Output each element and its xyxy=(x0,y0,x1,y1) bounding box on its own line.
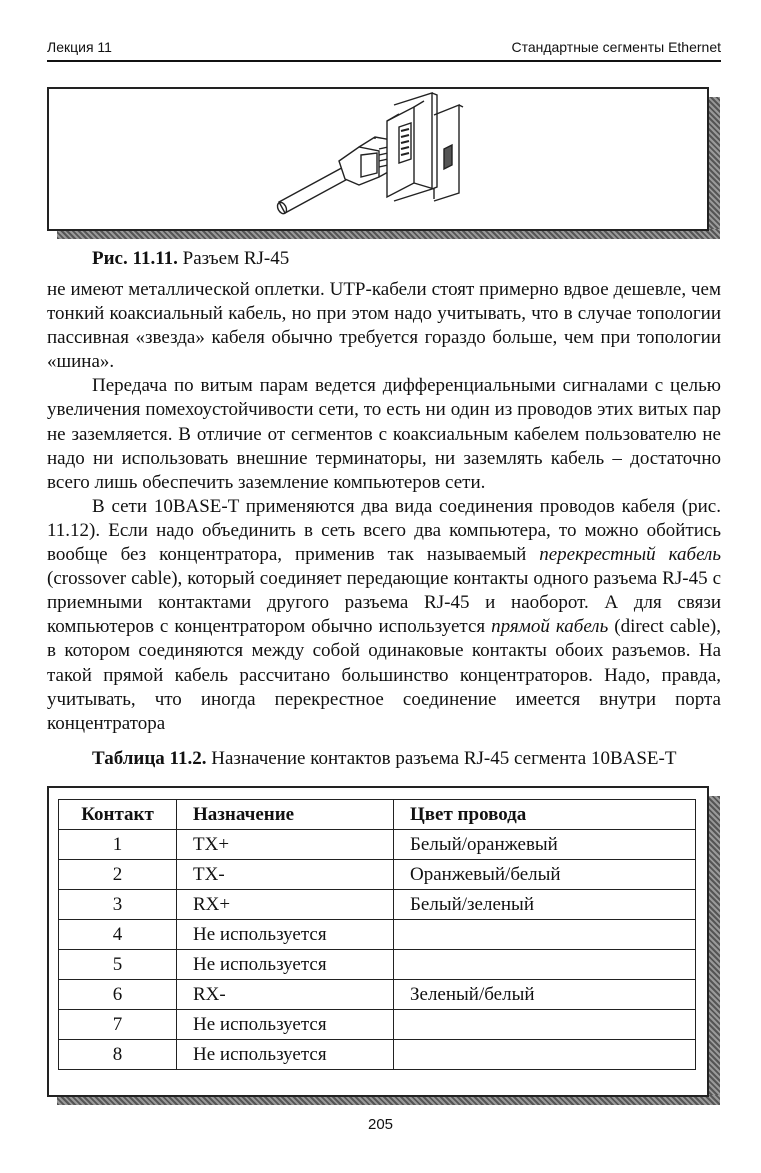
cell-contact: 2 xyxy=(59,860,177,890)
table-header-row xyxy=(59,800,696,830)
table-row xyxy=(59,890,696,920)
table-row xyxy=(59,950,696,980)
table-row xyxy=(59,830,696,860)
cell-contact: 6 xyxy=(59,980,177,1010)
cell-purpose: Не используется xyxy=(177,950,394,980)
table-title-label: Таблица 11.2. xyxy=(92,748,207,769)
paragraph xyxy=(47,495,721,736)
running-header xyxy=(47,38,721,62)
table-frame xyxy=(47,786,709,1097)
table-shadow xyxy=(709,796,720,1105)
paragraph-text: (crossover cable), который соединяет передающие контакты одного разъема RJ-45 с приемными контактами другого разъема RJ-45 и наоборот. А для связи компьютеров с концентратором обычно используется xyxy=(47,568,721,638)
cell-purpose: TX+ xyxy=(177,830,394,860)
table-row xyxy=(59,920,696,950)
rj45-connector-illustration xyxy=(49,89,707,229)
cell-wire-color: Белый/зеленый xyxy=(394,890,696,920)
paragraph-text: В сети 10BASE-T применяются два вида соединения проводов кабеля (рис. 11.12). Если надо объединить в сеть всего два компьютера, то можно обойтись вообще без концентратора, применив так называемый xyxy=(47,495,721,566)
body-text xyxy=(47,278,721,736)
figure-caption-text: Разъем RJ-45 xyxy=(177,248,290,269)
cell-wire-color xyxy=(394,920,696,950)
figure-frame xyxy=(47,87,709,231)
figure-caption xyxy=(92,248,289,270)
cell-purpose: Не используется xyxy=(177,1040,394,1070)
paragraph: не имеют металлической оплетки. UTP-кабели стоят примерно вдвое дешевле, чем тонкий коаксиальный кабель, но при этом надо учитывать, что в случае топологии пассивная «звезда» кабеля обычно требуется гораздо больше, чем при топологии «шина». xyxy=(47,279,721,373)
cell-contact: 5 xyxy=(59,950,177,980)
header-contact: Контакт xyxy=(59,800,177,830)
pin-assignment-table xyxy=(58,799,696,1070)
cell-purpose: RX- xyxy=(177,980,394,1010)
cell-wire-color: Оранжевый/белый xyxy=(394,860,696,890)
header-purpose: Назначение xyxy=(177,800,394,830)
header-wire-color: Цвет провода xyxy=(394,800,696,830)
page-number: 205 xyxy=(367,1116,394,1133)
paragraph: Передача по витым парам ведется дифференциальными сигналами с целью увеличения помехоустойчивости сети, то есть ни один из проводов этих витых пар не заземляется. В отличие от сегментов с коаксиальным кабелем пользователю не надо ни использовать внешние терминаторы, ни заземлять кабель – достаточно всего лишь обеспечить заземление компьютеров сети. xyxy=(47,375,721,493)
header-lecture: Лекция 11 xyxy=(47,39,112,55)
table-row xyxy=(59,1010,696,1040)
cell-wire-color: Зеленый/белый xyxy=(394,980,696,1010)
table-row xyxy=(59,1040,696,1070)
cell-contact: 1 xyxy=(59,830,177,860)
cell-purpose: TX- xyxy=(177,860,394,890)
figure-caption-label: Рис. 11.11. xyxy=(92,248,178,269)
term-crossover-cable: перекрестный кабель xyxy=(539,544,721,566)
figure-shadow xyxy=(709,97,720,238)
table-row xyxy=(59,860,696,890)
cell-contact: 8 xyxy=(59,1040,177,1070)
paragraph-text: (direct cable), в котором соединяются между собой одинаковые контакты обоих разъемов. На такой прямой кабель рассчитано большинство концентраторов. Надо, правда, учитывать, что иногда перекрестное соединение имеется внутри порта концентратора xyxy=(47,616,721,734)
cell-purpose: Не используется xyxy=(177,920,394,950)
header-section-title: Стандартные сегменты Ethernet xyxy=(511,39,721,55)
table-title-text: Назначение контактов разъема RJ-45 сегмента 10BASE-T xyxy=(206,748,677,769)
cell-wire-color xyxy=(394,950,696,980)
cell-purpose: Не используется xyxy=(177,1010,394,1040)
cell-wire-color xyxy=(394,1040,696,1070)
table-title xyxy=(92,748,676,770)
cell-contact: 4 xyxy=(59,920,177,950)
table-row xyxy=(59,980,696,1010)
cell-wire-color xyxy=(394,1010,696,1040)
cell-wire-color: Белый/оранжевый xyxy=(394,830,696,860)
term-direct-cable: прямой кабель xyxy=(491,616,609,638)
cell-contact: 3 xyxy=(59,890,177,920)
cell-purpose: RX+ xyxy=(177,890,394,920)
cell-contact: 7 xyxy=(59,1010,177,1040)
